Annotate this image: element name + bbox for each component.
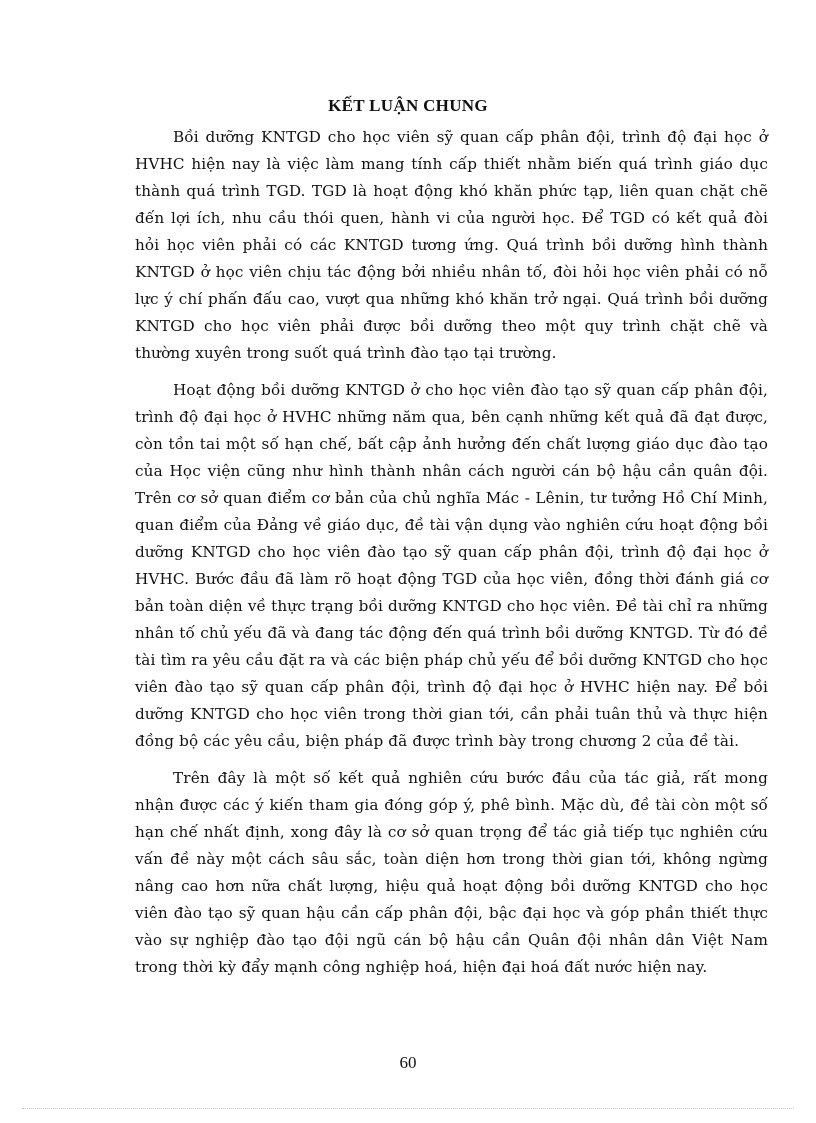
- page-title: KẾT LUẬN CHUNG: [328, 96, 488, 115]
- paragraph-2: Hoạt động bồi dưỡng KNTGD ở cho học viên đào tạo sỹ quan cấp phân đội, trình độ đại học ở HVHC những năm qua, bên cạnh những kết quả đã đạt được, còn tồn tai một số hạn chế, bất cập ảnh hưởng đến chất lượng giáo dục đào tạo của Học viện cũng như hình thành nhân cách người cán bộ hậu cần quân đội. Trên cơ sở quan điểm cơ bản của chủ nghĩa Mác - Lênin, tư tưởng Hồ Chí Minh, quan điểm của Đảng về giáo dục, đề tài vận dụng vào nghiên cứu hoạt động bồi dưỡng KNTGD cho học viên đào tạo sỹ quan cấp phân đội, trình độ đại học ở HVHC. Bước đầu đã làm rõ hoạt động TGD của học viên, đồng thời đánh giá cơ bản toàn diện về thực trạng bồi dưỡng KNTGD cho học viên. Đề tài chỉ ra những nhân tố chủ yếu đã và đang tác động đến quá trình bồi dưỡng KNTGD. Từ đó đề tài tìm ra yêu cầu đặt ra và các biện pháp chủ yếu để bồi dưỡng KNTGD cho học viên đào tạo sỹ quan cấp phân đội, trình độ đại học ở HVHC hiện nay. Để bồi dưỡng KNTGD cho học viên trong thời gian tới, cần phải tuân thủ và thực hiện đồng bộ các yêu cầu, biện pháp đã được trình bày trong chương 2 của đề tài.: [135, 381, 768, 750]
- page-number: 60: [399, 1053, 417, 1072]
- paragraph-1: Bồi dưỡng KNTGD cho học viên sỹ quan cấp phân đội, trình độ đại học ở HVHC hiện nay là việc làm mang tính cấp thiết nhằm biến quá trình giáo dục thành quá trình TGD. TGD là hoạt động khó khăn phức tạp, liên quan chặt chẽ đến lợi ích, nhu cầu thói quen, hành vi của người học. Để TGD có kết quả đòi hỏi học viên phải có các KNTGD tương ứng. Quá trình bồi dưỡng hình thành KNTGD ở học viên chịu tác động bởi nhiều nhân tố, đòi hỏi học viên phải có nỗ lực ý chí phấn đấu cao, vượt qua những khó khăn trở ngại. Quá trình bồi dưỡng KNTGD cho học viên phải được bồi dưỡng theo một quy trình chặt chẽ và thường xuyên trong suốt quá trình đào tạo tại trường.: [135, 128, 768, 362]
- body-text: [135, 124, 768, 981]
- bottom-divider: [22, 1108, 794, 1109]
- paragraph-3: Trên đây là một số kết quả nghiên cứu bước đầu của tác giả, rất mong nhận được các ý kiến tham gia đóng góp ý, phê bình. Mặc dù, đề tài còn một số hạn chế nhất định, xong đây là cơ sở quan trọng để tác giả tiếp tục nghiên cứu vấn đề này một cách sâu sắc, toàn diện hơn trong thời gian tới, không ngừng nâng cao hơn nữa chất lượng, hiệu quả hoạt động bồi dưỡng KNTGD cho học viên đào tạo sỹ quan hậu cần cấp phân đội, bậc đại học và góp phần thiết thực vào sự nghiệp đào tạo đội ngũ cán bộ hậu cần Quân đội nhân dân Việt Nam trong thời kỳ đẩy mạnh công nghiệp hoá, hiện đại hoá đất nước hiện nay.: [135, 769, 768, 976]
